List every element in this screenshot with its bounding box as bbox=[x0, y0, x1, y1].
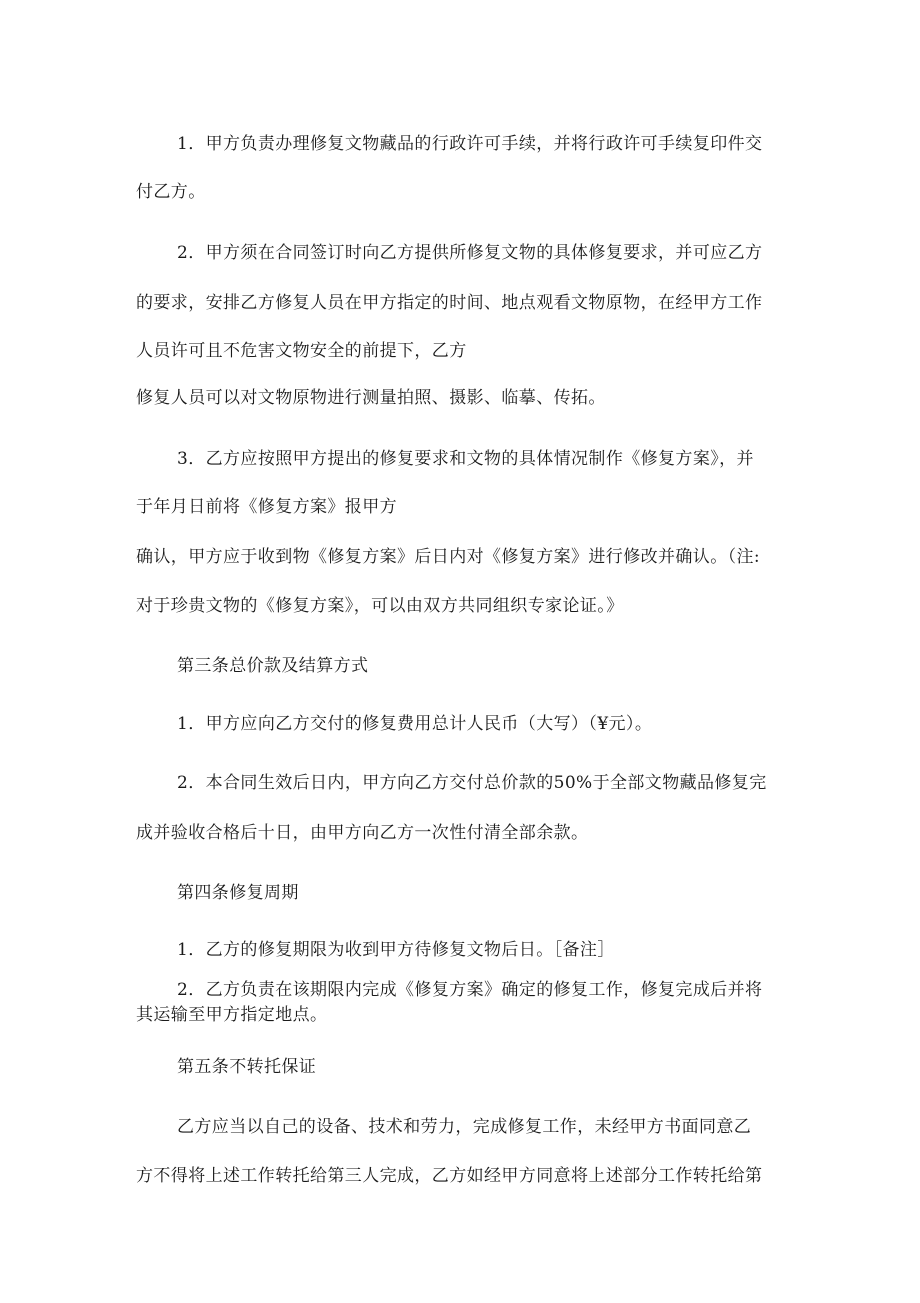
clause5-heading: 第五条不转托保证 bbox=[177, 1057, 317, 1077]
clause2-item1-line1: 1．甲方负责办理修复文物藏品的行政许可手续，并将行政许可手续复印件交 bbox=[177, 134, 763, 154]
clause3-item2-line1: 2．本合同生效后日内，甲方向乙方交付总价款的50%于全部文物藏品修复完 bbox=[177, 773, 767, 793]
clause2-item2-line3: 人员许可且不危害文物安全的前提下，乙方 bbox=[136, 341, 467, 361]
clause4-item1: 1．乙方的修复期限为收到甲方待修复文物后日。［备注］ bbox=[177, 940, 615, 960]
clause2-item3-line2: 于年月日前将《修复方案》报甲方 bbox=[136, 497, 397, 517]
clause2-item2-line4: 修复人员可以对文物原物进行测量拍照、摄影、临摹、传拓。 bbox=[136, 388, 606, 408]
clause2-item1-line2: 付乙方。 bbox=[136, 182, 206, 202]
clause3-heading: 第三条总价款及结算方式 bbox=[177, 656, 369, 676]
clause4-item2-line1: 2．乙方负责在该期限内完成《修复方案》确定的修复工作，修复完成后并将 bbox=[177, 980, 763, 1000]
clause3-item2-line2: 成并验收合格后十日，由甲方向乙方一次性付清全部余款。 bbox=[136, 823, 589, 843]
clause4-heading: 第四条修复周期 bbox=[177, 883, 299, 903]
clause2-item2-line2: 的要求，安排乙方修复人员在甲方指定的时间、地点观看文物原物，在经甲方工作 bbox=[136, 293, 763, 313]
clause2-item2-line1: 2．甲方须在合同签订时向乙方提供所修复文物的具体修复要求，并可应乙方 bbox=[177, 243, 763, 263]
clause4-item2-line2: 其运输至甲方指定地点。 bbox=[136, 1005, 328, 1025]
clause3-item1: 1．甲方应向乙方交付的修复费用总计人民币（大写）（¥元）。 bbox=[177, 714, 653, 734]
clause2-item3-line3: 确认，甲方应于收到物《修复方案》后日内对《修复方案》进行修改并确认。（注: bbox=[136, 547, 761, 567]
clause5-para-line1: 乙方应当以自己的设备、技术和劳力，完成修复工作，未经甲方书面同意乙 bbox=[177, 1117, 752, 1137]
clause5-para-line2: 方不得将上述工作转托给第三人完成，乙方如经甲方同意将上述部分工作转托给第 bbox=[136, 1166, 763, 1186]
clause2-item3-line1: 3．乙方应按照甲方提出的修复要求和文物的具体情况制作《修复方案》，并 bbox=[177, 449, 754, 469]
clause2-item3-line4: 对于珍贵文物的《修复方案》，可以由双方共同组织专家论证。》 bbox=[136, 596, 624, 616]
